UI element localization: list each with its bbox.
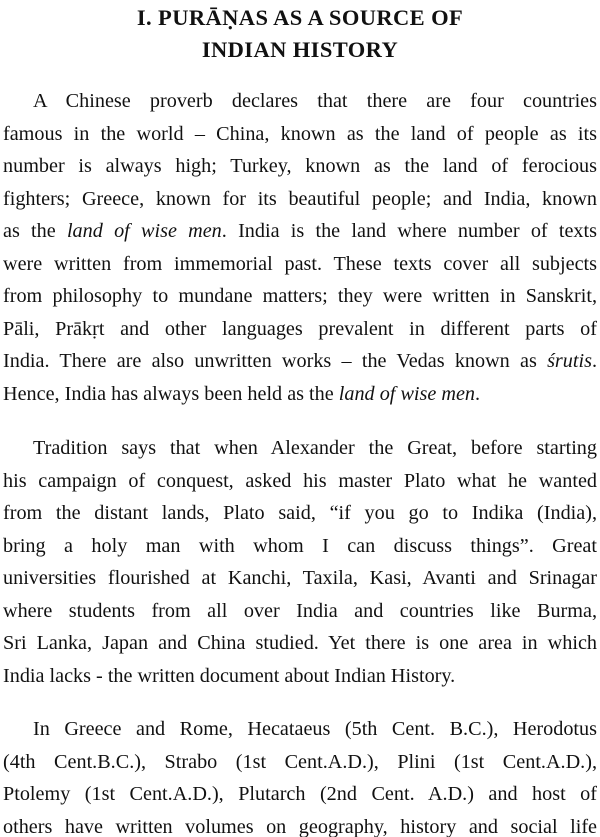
text-run: where students from all over India and countries like Burma, <box>3 599 597 622</box>
text-line <box>3 713 597 746</box>
text-line <box>3 183 597 216</box>
text-run: bring a holy man with whom I can discuss things”. Great <box>3 534 597 557</box>
text-line <box>3 85 597 118</box>
text-run: . <box>591 350 597 372</box>
text-run: from the distant lands, Plato said, “if you go to Indika (India), <box>3 502 597 524</box>
italic-phrase: land of wise men <box>66 220 222 242</box>
text-line <box>3 432 597 465</box>
text-line <box>3 746 597 779</box>
text-line <box>3 378 597 411</box>
text-run: were written from immemorial past. These texts cover all subjects <box>3 252 597 275</box>
text-run: . India is the land where number of texts <box>221 220 597 242</box>
text-line <box>3 627 597 660</box>
text-run: A Chinese proverb declares that there are four countries <box>33 90 597 112</box>
text-line <box>3 595 597 628</box>
text-run: India lacks - the written document about Indian History. <box>3 664 456 687</box>
text-run: In Greece and Rome, Hecataeus (5th Cent. B.C.), Herodotus <box>33 718 597 740</box>
paragraph-greece-rome-historians <box>0 713 600 837</box>
paragraph-chinese-proverb <box>0 85 600 410</box>
text-run: Pāli, Prākṛt and other languages prevalent in different parts of <box>3 317 597 340</box>
text-line <box>3 280 597 313</box>
text-line <box>3 811 597 837</box>
text-run: number is always high; Turkey, known as the land of ferocious <box>3 155 597 177</box>
italic-phrase: śrutis <box>547 350 592 372</box>
text-run: India. There are also unwritten works – the Vedas known as <box>3 350 548 372</box>
text-line <box>3 497 597 530</box>
text-run: . <box>475 382 481 405</box>
text-run: Ptolemy (1st Cent.A.D.), Plutarch (2nd Cent. A.D.) and host of <box>3 783 597 805</box>
text-line <box>3 150 597 183</box>
text-run: fighters; Greece, known for its beautiful people; and India, known <box>3 187 597 210</box>
text-run: Tradition says that when Alexander the Great, before starting <box>33 437 597 459</box>
text-run: Sri Lanka, Japan and China studied. Yet there is one area in which <box>3 632 597 654</box>
text-line <box>3 465 597 498</box>
italic-phrase: land of wise men <box>338 382 476 405</box>
text-run: from philosophy to mundane matters; they were written in Sanskrit, <box>3 285 597 307</box>
chapter-title-line-2: INDIAN HISTORY <box>201 37 399 62</box>
text-run: others have written volumes on geography, history and social life <box>3 815 597 837</box>
text-line <box>3 248 597 281</box>
text-line <box>3 530 597 563</box>
text-line <box>3 345 597 378</box>
chapter-title <box>0 0 600 66</box>
text-line <box>3 562 597 595</box>
text-line <box>3 778 597 811</box>
text-run: (4th Cent.B.C.), Strabo (1st Cent.A.D.), Plini (1st Cent.A.D.), <box>3 750 597 773</box>
text-run: famous in the world – China, known as the land of people as its <box>3 122 597 145</box>
text-run: Hence, India has always been held as the <box>3 382 339 405</box>
text-run: his campaign of conquest, asked his master Plato what he wanted <box>3 469 597 492</box>
text-line <box>3 313 597 346</box>
text-run: universities flourished at Kanchi, Taxila, Kasi, Avanti and Srinagar <box>3 567 597 589</box>
text-line <box>3 660 597 693</box>
paragraph-alexander-tradition <box>0 432 600 692</box>
text-line <box>3 215 597 248</box>
chapter-title-line-1: I. PURĀṆAS AS A SOURCE OF <box>136 5 464 30</box>
text-line <box>3 118 597 151</box>
text-run: as the <box>3 220 67 242</box>
